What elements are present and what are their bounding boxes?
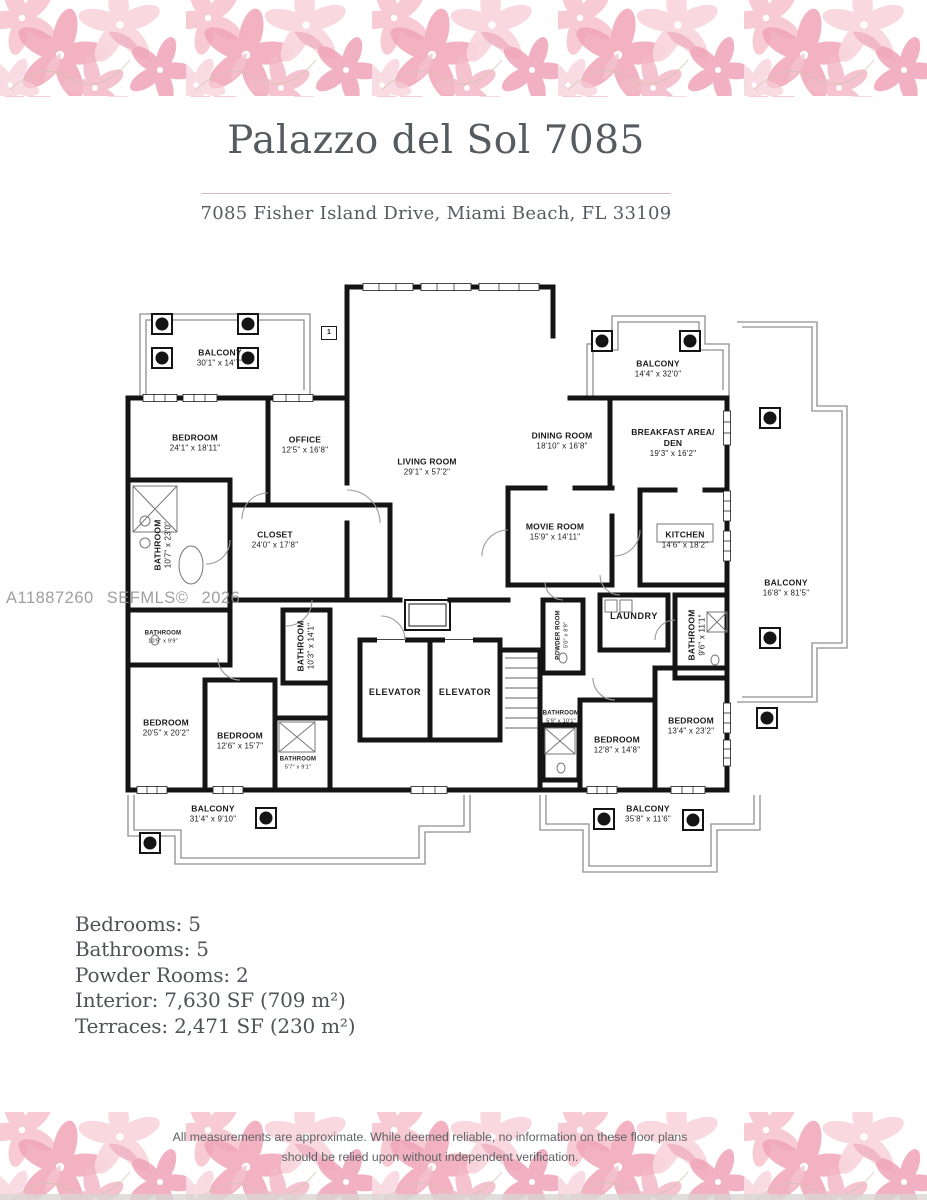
room-label-powder-room: POWDER ROOM 5'0" x 8'9" xyxy=(555,610,570,660)
room-label-bathroom-2: BATHROOM 10'5" x 9'9" xyxy=(144,630,182,645)
room-label-closet: CLOSET 24'0" x 17'8" xyxy=(251,529,299,550)
room-label-movie-room: MOVIE ROOM 15'9" x 14'11" xyxy=(525,521,585,542)
room-label-bathroom-5: BATHROOM 5'7" x 9'1" xyxy=(279,756,317,771)
room-label-office: OFFICE 12'5" x 16'8" xyxy=(281,434,329,455)
room-label-living-room: LIVING ROOM 29'1" x 57'2" xyxy=(397,456,457,477)
title-divider xyxy=(201,193,671,194)
floral-border-top xyxy=(0,0,927,97)
stat-powder-rooms: Powder Rooms: 2 xyxy=(75,962,249,987)
mls-watermark: A11887260 SEFMLS© 2026 xyxy=(6,589,241,607)
page-title: Palazzo del Sol 7085 xyxy=(227,118,645,163)
room-label-laundry: LAUNDRY xyxy=(610,611,658,621)
room-label-balcony-bottomright: BALCONY 35'8" x 11'6" xyxy=(625,803,671,824)
property-stats xyxy=(75,912,355,1039)
property-address: 7085 Fisher Island Drive, Miami Beach, FL 33109 xyxy=(200,203,672,224)
disclaimer-line-1: All measurements are approximate. While deemed reliable, no information on these floor plans xyxy=(172,1130,688,1144)
disclaimer xyxy=(0,1127,860,1167)
stat-bathrooms: Bathrooms: 5 xyxy=(75,937,209,962)
floor-plan xyxy=(115,278,875,878)
room-label-bathroom-6: BATHROOM 5'9" x 10'1" xyxy=(542,710,580,725)
stat-bedrooms: Bedrooms: 5 xyxy=(75,912,201,936)
room-label-bedroom-3: BEDROOM 12'6" x 15'7" xyxy=(216,730,264,751)
stat-interior: Interior: 7,630 SF (709 m²) xyxy=(75,988,346,1013)
room-label-bedroom-4: BEDROOM 12'8" x 14'8" xyxy=(593,734,641,755)
unit-number-marker: 1 xyxy=(321,326,337,340)
room-label-kitchen: KITCHEN 14'6" x 18'2" xyxy=(661,529,709,550)
room-label-bedroom-5: BEDROOM 13'4" x 23'2" xyxy=(667,715,715,736)
room-label-breakfast-den: BREAKFAST AREA/ DEN 19'3" x 16'2" xyxy=(631,426,715,458)
room-label-master-bathroom: BATHROOM 10'7" x 23'0" xyxy=(152,519,173,571)
service-stair xyxy=(505,658,538,728)
room-label-dining-room: DINING ROOM 18'10" x 16'8" xyxy=(531,430,593,451)
room-label-elevator-left: ELEVATOR xyxy=(368,687,422,697)
stat-terraces: Terraces: 2,471 SF (230 m²) xyxy=(75,1013,356,1038)
room-label-balcony-topleft: BALCONY 30'1" x 14'7" xyxy=(196,347,244,368)
room-label-bedroom-1: BEDROOM 24'1" x 18'11" xyxy=(169,432,221,453)
disclaimer-line-2: should be relied upon without independent verification. xyxy=(281,1150,579,1164)
room-label-bathroom-3: BATHROOM 10'3" x 14'1" xyxy=(295,620,316,672)
room-label-balcony-topright: BALCONY 14'4" x 32'0" xyxy=(634,358,682,379)
room-label-balcony-bottomleft: BALCONY 31'4" x 9'10" xyxy=(189,803,237,824)
bottom-edge-bar xyxy=(0,1194,927,1200)
room-label-elevator-right: ELEVATOR xyxy=(438,687,492,697)
room-label-bathroom-4: BATHROOM 9'6" x 11'1" xyxy=(686,609,707,661)
entry-vestibule xyxy=(405,600,450,630)
room-label-bedroom-2: BEDROOM 20'5" x 20'2" xyxy=(142,717,190,738)
room-label-balcony-right: BALCONY 16'8" x 81'5" xyxy=(762,577,810,598)
